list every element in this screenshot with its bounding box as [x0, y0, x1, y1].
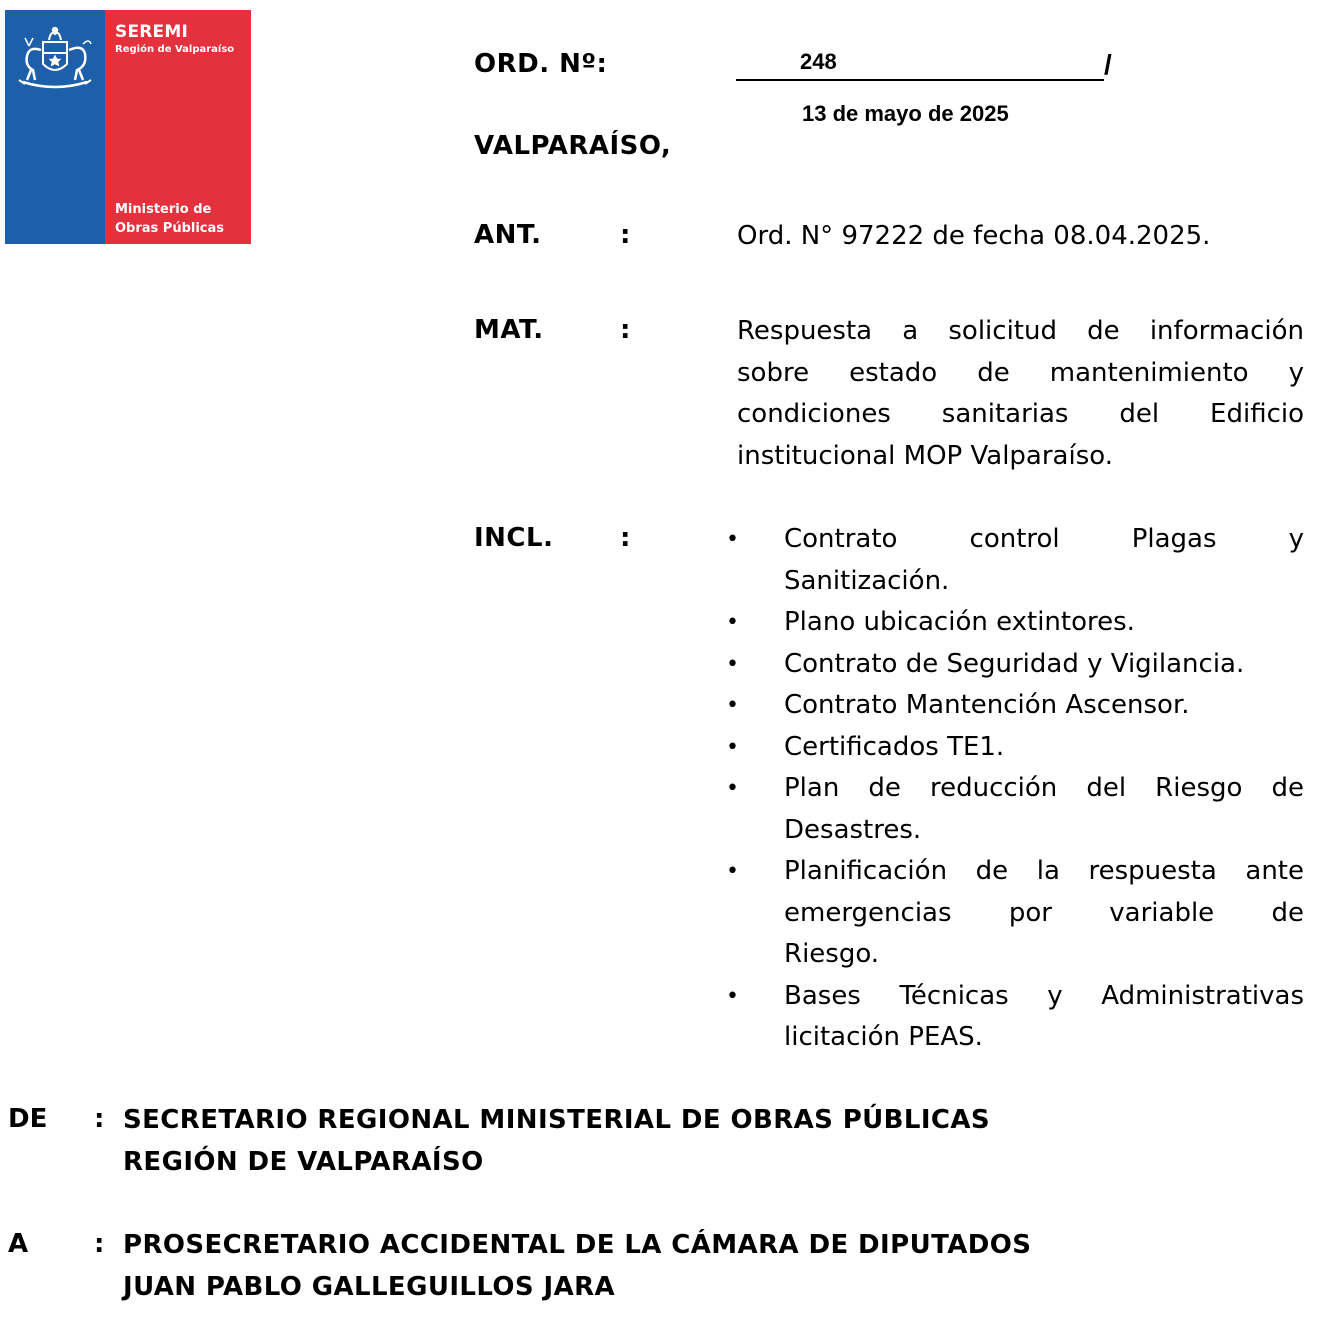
- logo-red-panel: [105, 10, 251, 244]
- logo-ministerio-text: [115, 200, 224, 238]
- bullet-icon: •: [726, 651, 739, 677]
- de-colon: :: [94, 1104, 105, 1134]
- incl-item-line: Sanitización.: [784, 565, 950, 596]
- a-label: A: [8, 1229, 29, 1259]
- incl-item-line: Certificados TE1.: [784, 731, 1005, 762]
- logo-blue-panel: [5, 10, 105, 244]
- city-label: VALPARAÍSO,: [474, 131, 672, 161]
- incl-item: [726, 727, 1304, 769]
- ord-slash: /: [1104, 49, 1112, 80]
- a-line1: PROSECRETARIO ACCIDENTAL DE LA CÁMARA DE DIPUTADOS: [123, 1230, 1032, 1260]
- logo-ministerio-line2: Obras Públicas: [115, 221, 225, 236]
- mat-line: condiciones sanitarias del Edificio: [737, 399, 1304, 429]
- incl-item-line: Plano ubicación extintores.: [784, 607, 1135, 637]
- incl-item-line: emergencias por variable de: [784, 897, 1304, 928]
- bullet-icon: •: [726, 527, 739, 552]
- mat-value: [737, 311, 1304, 477]
- bullet-icon: •: [726, 859, 739, 884]
- incl-item: [726, 851, 1304, 976]
- incl-item-line: Contrato de Seguridad y Vigilancia.: [784, 648, 1245, 679]
- incl-colon: :: [620, 523, 631, 553]
- incl-item: [726, 685, 1304, 727]
- incl-item: [726, 976, 1304, 1059]
- de-label: DE: [8, 1104, 48, 1134]
- incl-item: [726, 644, 1304, 686]
- bullet-icon: •: [726, 610, 739, 635]
- bullet-icon: •: [726, 693, 739, 718]
- ord-number-underline: [736, 79, 1104, 81]
- bullet-icon: •: [726, 776, 739, 801]
- ord-label: ORD. Nº:: [474, 49, 608, 79]
- incl-item-line: Bases Técnicas y Administrativas: [784, 980, 1304, 1011]
- seremi-logo: [5, 10, 251, 244]
- document-date: 13 de mayo de 2025: [802, 101, 1009, 126]
- incl-item-line: Planificación de la respuesta ante: [784, 856, 1304, 886]
- ord-number: 248: [800, 49, 837, 74]
- logo-region-text: Región de Valparaíso: [115, 44, 235, 55]
- de-line1: SECRETARIO REGIONAL MINISTERIAL DE OBRAS PÚBLICAS: [123, 1105, 991, 1135]
- incl-item-line: Riesgo.: [784, 939, 880, 969]
- incl-item-line: Plan de reducción del Riesgo de: [784, 773, 1304, 803]
- de-line2: REGIÓN DE VALPARAÍSO: [123, 1146, 484, 1177]
- ant-value: Ord. N° 97222 de fecha 08.04.2025.: [737, 221, 1211, 251]
- bullet-icon: •: [726, 734, 739, 760]
- mat-colon: :: [620, 315, 631, 345]
- logo-seremi-text: SEREMI: [115, 22, 189, 42]
- ant-label: ANT.: [474, 220, 542, 250]
- incl-item-line: licitación PEAS.: [784, 1022, 983, 1052]
- a-colon: :: [94, 1229, 105, 1259]
- incl-item-line: Contrato control Plagas y: [784, 524, 1304, 554]
- chilean-coat-of-arms-icon: [13, 20, 97, 94]
- incl-item-line: Contrato Mantención Ascensor.: [784, 690, 1190, 720]
- incl-item: [726, 602, 1304, 644]
- de-value: [123, 1100, 990, 1183]
- incl-item: [726, 768, 1304, 851]
- mat-label: MAT.: [474, 315, 544, 345]
- a-line2: JUAN PABLO GALLEGUILLOS JARA: [123, 1271, 616, 1302]
- incl-item-line: Desastres.: [784, 814, 922, 845]
- mat-line: institucional MOP Valparaíso.: [737, 440, 1113, 471]
- ant-colon: :: [620, 220, 631, 250]
- bullet-icon: •: [726, 983, 739, 1009]
- incl-list: [726, 519, 1304, 1059]
- mat-line: sobre estado de mantenimiento y: [737, 357, 1304, 388]
- logo-ministerio-line1: Ministerio de: [115, 202, 212, 217]
- a-value: [123, 1225, 1031, 1308]
- mat-line: Respuesta a solicitud de información: [737, 316, 1304, 346]
- incl-item: [726, 519, 1304, 602]
- incl-label: INCL.: [474, 523, 554, 553]
